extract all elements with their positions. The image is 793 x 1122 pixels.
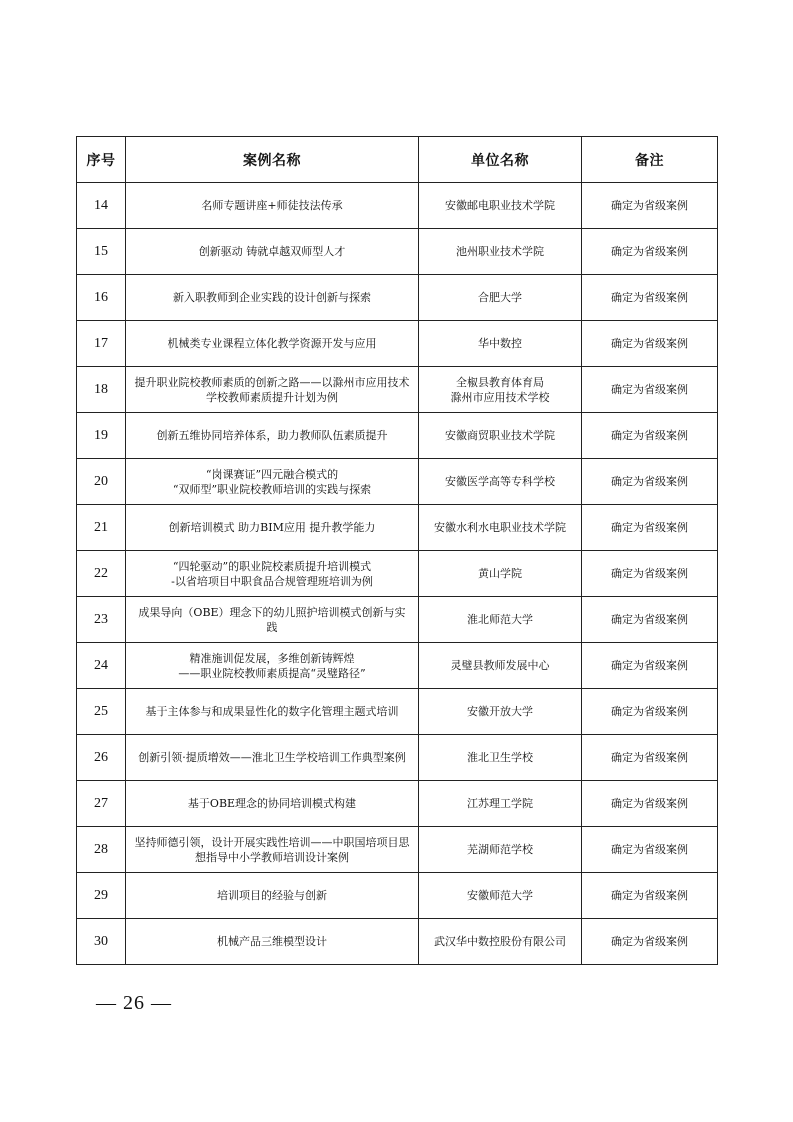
note: 确定为省级案例 — [582, 229, 718, 275]
table-row — [77, 735, 718, 781]
row-number: 21 — [77, 505, 126, 551]
case-name: 培训项目的经验与创新 — [126, 873, 419, 919]
note: 确定为省级案例 — [582, 459, 718, 505]
unit-name: 安徽邮电职业技术学院 — [419, 183, 582, 229]
row-number: 14 — [77, 183, 126, 229]
table-row — [77, 689, 718, 735]
table-row — [77, 413, 718, 459]
header-row — [77, 137, 718, 183]
table-header — [77, 137, 718, 183]
case-name: 创新培训模式 助力BIM应用 提升教学能力 — [126, 505, 419, 551]
note: 确定为省级案例 — [582, 367, 718, 413]
unit-name: 淮北师范大学 — [419, 597, 582, 643]
row-number: 26 — [77, 735, 126, 781]
note: 确定为省级案例 — [582, 643, 718, 689]
row-number: 30 — [77, 919, 126, 965]
page-number: 26 — [123, 992, 145, 1014]
case-name: 精准施训促发展，多维创新铸辉煌 ——职业院校教师素质提高“灵璧路径” — [126, 643, 419, 689]
footer-dash-left: — — [96, 992, 117, 1014]
note: 确定为省级案例 — [582, 735, 718, 781]
table-row — [77, 551, 718, 597]
unit-name: 芜湖师范学校 — [419, 827, 582, 873]
table-row — [77, 459, 718, 505]
case-name: 机械类专业课程立体化教学资源开发与应用 — [126, 321, 419, 367]
row-number: 15 — [77, 229, 126, 275]
row-number: 16 — [77, 275, 126, 321]
unit-name: 安徽师范大学 — [419, 873, 582, 919]
header-note: 备注 — [582, 137, 718, 183]
case-table-container — [76, 136, 717, 965]
note: 确定为省级案例 — [582, 183, 718, 229]
unit-name: 黄山学院 — [419, 551, 582, 597]
case-name: 创新五维协同培养体系，助力教师队伍素质提升 — [126, 413, 419, 459]
note: 确定为省级案例 — [582, 551, 718, 597]
case-name: 新入职教师到企业实践的设计创新与探索 — [126, 275, 419, 321]
unit-name: 安徽水利水电职业技术学院 — [419, 505, 582, 551]
row-number: 27 — [77, 781, 126, 827]
unit-name: 安徽商贸职业技术学院 — [419, 413, 582, 459]
unit-name: 合肥大学 — [419, 275, 582, 321]
note: 确定为省级案例 — [582, 781, 718, 827]
row-number: 20 — [77, 459, 126, 505]
unit-name: 全椒县教育体育局 滁州市应用技术学校 — [419, 367, 582, 413]
table-row — [77, 275, 718, 321]
table-body — [77, 183, 718, 965]
note: 确定为省级案例 — [582, 597, 718, 643]
row-number: 28 — [77, 827, 126, 873]
row-number: 18 — [77, 367, 126, 413]
row-number: 23 — [77, 597, 126, 643]
table-row — [77, 781, 718, 827]
note: 确定为省级案例 — [582, 919, 718, 965]
row-number: 17 — [77, 321, 126, 367]
case-name: 提升职业院校教师素质的创新之路——以滁州市应用技术学校教师素质提升计划为例 — [126, 367, 419, 413]
case-name: 成果导向（OBE）理念下的幼儿照护培训模式创新与实践 — [126, 597, 419, 643]
note: 确定为省级案例 — [582, 505, 718, 551]
case-name: 名师专题讲座+师徒技法传承 — [126, 183, 419, 229]
unit-name: 武汉华中数控股份有限公司 — [419, 919, 582, 965]
unit-name: 淮北卫生学校 — [419, 735, 582, 781]
case-name: “岗课赛证”四元融合模式的 “双师型”职业院校教师培训的实践与探索 — [126, 459, 419, 505]
unit-name: 灵璧县教师发展中心 — [419, 643, 582, 689]
note: 确定为省级案例 — [582, 321, 718, 367]
page-footer — [96, 992, 172, 1015]
note: 确定为省级案例 — [582, 827, 718, 873]
table-row — [77, 873, 718, 919]
table-row — [77, 597, 718, 643]
row-number: 25 — [77, 689, 126, 735]
note: 确定为省级案例 — [582, 275, 718, 321]
case-name: 创新驱动 铸就卓越双师型人才 — [126, 229, 419, 275]
unit-name: 安徽开放大学 — [419, 689, 582, 735]
unit-name: 池州职业技术学院 — [419, 229, 582, 275]
case-name: 坚持师德引领，设计开展实践性培训——中职国培项目思想指导中小学教师培训设计案例 — [126, 827, 419, 873]
case-table — [76, 136, 718, 965]
case-name: 机械产品三维模型设计 — [126, 919, 419, 965]
table-row — [77, 183, 718, 229]
header-no: 序号 — [77, 137, 126, 183]
table-row — [77, 229, 718, 275]
row-number: 29 — [77, 873, 126, 919]
note: 确定为省级案例 — [582, 689, 718, 735]
table-row — [77, 367, 718, 413]
table-row — [77, 643, 718, 689]
table-row — [77, 827, 718, 873]
unit-name: 华中数控 — [419, 321, 582, 367]
footer-dash-right: — — [151, 992, 172, 1014]
note: 确定为省级案例 — [582, 413, 718, 459]
unit-name: 安徽医学高等专科学校 — [419, 459, 582, 505]
row-number: 19 — [77, 413, 126, 459]
case-name: 创新引领·提质增效——淮北卫生学校培训工作典型案例 — [126, 735, 419, 781]
header-case-name: 案例名称 — [126, 137, 419, 183]
table-row — [77, 505, 718, 551]
note: 确定为省级案例 — [582, 873, 718, 919]
unit-name: 江苏理工学院 — [419, 781, 582, 827]
header-unit-name: 单位名称 — [419, 137, 582, 183]
case-name: 基于主体参与和成果显性化的数字化管理主题式培训 — [126, 689, 419, 735]
row-number: 24 — [77, 643, 126, 689]
table-row — [77, 919, 718, 965]
table-row — [77, 321, 718, 367]
row-number: 22 — [77, 551, 126, 597]
case-name: “四轮驱动”的职业院校素质提升培训模式 -以省培项目中职食品合规管理班培训为例 — [126, 551, 419, 597]
case-name: 基于OBE理念的协同培训模式构建 — [126, 781, 419, 827]
